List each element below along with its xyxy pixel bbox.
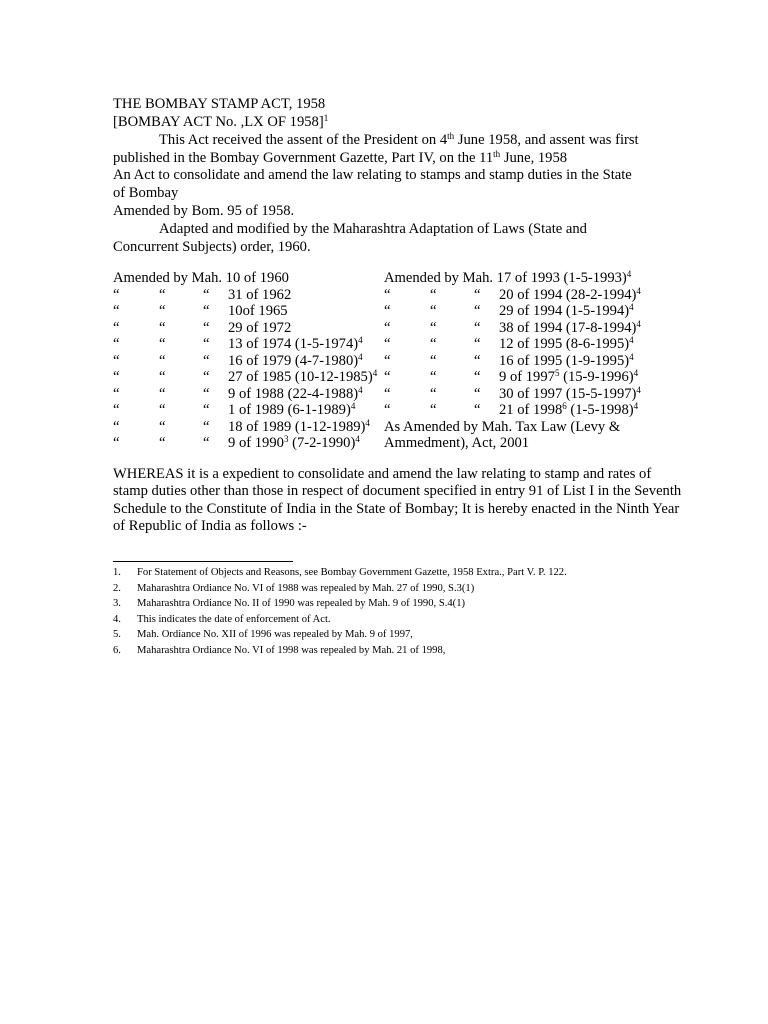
amendment-row — [384, 320, 654, 337]
whereas-line: WHEREAS it is a expedient to consolidate and amend the law relating to stamp and rates of — [113, 466, 652, 482]
amendment-text — [228, 320, 291, 337]
act-number — [113, 113, 328, 131]
ditto-mark: “ — [430, 303, 437, 319]
ditto-mark: “ — [159, 319, 166, 336]
ditto-mark: “ — [113, 385, 120, 402]
ditto-mark: “ — [203, 336, 210, 352]
ditto-mark: “ — [430, 319, 437, 336]
amendment-text — [499, 369, 638, 386]
footnote-text: This indicates the date of enforcement of Act. — [137, 613, 331, 625]
amendment-row — [384, 336, 654, 353]
footnote-ref: 4 — [358, 384, 363, 395]
purpose-line-1: An Act to consolidate and amend the law relating to stamps and stamp duties in the State — [113, 167, 632, 183]
ditto-mark: “ — [113, 402, 120, 418]
whereas-line: Schedule to the Constitute of India in the State of Bombay; It is hereby enacted in the Ninth Year — [113, 500, 680, 517]
amendment-number: 29 of 1972 — [228, 319, 292, 336]
footnote-ref: 4 — [626, 269, 632, 280]
footnote-ref: 1 — [323, 113, 329, 124]
ditto-mark: “ — [384, 336, 391, 352]
footnote — [113, 644, 445, 657]
amendment-number: 16 of 1995 (1-9-1995) — [499, 352, 630, 369]
amendment-text — [228, 386, 363, 403]
amendment-row — [384, 386, 654, 403]
amendment-number: 30 of 1997 (15-5-1997) — [499, 385, 637, 402]
footnote-ref: 6 — [562, 401, 567, 412]
amendment-row — [113, 320, 383, 337]
amendment-row — [384, 353, 654, 370]
ditto-mark: “ — [474, 402, 481, 418]
footnote-number: 1. — [113, 567, 121, 578]
footnote — [113, 613, 331, 626]
ditto-mark: “ — [430, 385, 437, 402]
amendment-row — [113, 402, 383, 419]
amendment-row — [113, 386, 383, 403]
ditto-mark: “ — [159, 435, 166, 451]
footnote-ref: 4 — [633, 368, 639, 379]
assent-text: June 1958, and assent was first — [454, 132, 639, 148]
amendment-row — [384, 270, 654, 287]
amendment-text — [228, 353, 363, 370]
amendment-rows — [384, 287, 654, 419]
amendment-text — [499, 336, 634, 353]
ditto-mark: “ — [430, 336, 437, 352]
ditto-mark: “ — [430, 369, 437, 385]
ditto-mark: “ — [159, 418, 166, 435]
amendment-date: (1-5-1998) — [566, 402, 634, 418]
footnote — [113, 628, 413, 641]
ditto-mark: “ — [113, 369, 120, 385]
amendment-number: 27 of 1985 (10-12-1985) — [228, 369, 373, 385]
amendment-text — [228, 336, 363, 353]
footnote-text: Maharashtra Ordiance No. VI of 1998 was repealed by Mah. 21 of 1998, — [137, 644, 446, 656]
ditto-mark: “ — [203, 352, 210, 369]
footnote-ref: 3 — [283, 434, 289, 445]
amendment-text — [228, 369, 377, 386]
amendment-rows — [113, 287, 383, 452]
footnote-ref: 4 — [629, 351, 634, 362]
assent-text: published in the Bombay Government Gazette, Part IV, on the 11 — [113, 150, 494, 166]
footnote-number: 4. — [113, 613, 121, 625]
ditto-mark: “ — [384, 303, 391, 319]
whereas-line: stamp duties other than those in respect of document specified in entry 91 of List I in the Seventh — [113, 483, 682, 500]
footnote-ref: 4 — [629, 302, 634, 313]
ditto-mark: “ — [159, 402, 166, 418]
ditto-mark: “ — [384, 319, 391, 336]
ditto-mark: “ — [384, 385, 391, 402]
whereas-paragraph — [113, 466, 681, 535]
adapted-line-1: Adapted and modified by the Maharashtra Adaptation of Laws (State and — [159, 221, 587, 237]
ditto-mark: “ — [474, 286, 481, 303]
amendment-number: 9 of 1988 (22-4-1988) — [228, 385, 359, 402]
adapted-line-2: Concurrent Subjects) order, 1960. — [113, 239, 311, 255]
footnote-ref: 4 — [636, 384, 641, 395]
amendment-number: 38 of 1994 (17-8-1994) — [499, 319, 637, 336]
act-title-text: THE BOMBAY STAMP ACT, 1958 — [113, 96, 326, 112]
footnote-ref: 4 — [358, 351, 363, 362]
footnote-text: For Statement of Objects and Reasons, see Bombay Government Gazette, 1958 Extra., Part V. P. 122. — [137, 567, 567, 578]
amendment-number: 31 of 1962 — [228, 286, 292, 303]
amendment-text — [499, 303, 634, 320]
ditto-mark: “ — [430, 402, 437, 418]
amendment-date: (7-2-1990) — [288, 435, 356, 451]
ditto-mark: “ — [113, 418, 120, 435]
ditto-mark: “ — [113, 352, 120, 369]
amendment-number: 1 of 1989 (6-1-1989) — [228, 402, 351, 418]
amendment-row — [113, 270, 383, 287]
amendment-row — [113, 336, 383, 353]
amendment-text — [499, 320, 641, 337]
ditto-mark: “ — [203, 369, 210, 385]
amendment-number: 16 of 1979 (4-7-1980) — [228, 352, 359, 369]
amendment-number: 9 of 1990 — [228, 435, 284, 451]
amendment-number: 9 of 1997 — [499, 369, 555, 385]
ditto-mark: “ — [113, 435, 120, 451]
ditto-mark: “ — [474, 369, 481, 385]
amendment-row — [113, 419, 383, 436]
ditto-mark: “ — [474, 385, 481, 402]
amendment-text: Amended by Mah. 10 of 1960 — [113, 270, 289, 286]
footnote-separator — [113, 561, 293, 562]
assent-text: This Act received the assent of the President on 4 — [159, 132, 448, 148]
footnote-ref: 4 — [629, 335, 634, 346]
assent-line-2 — [113, 149, 567, 167]
ditto-mark: “ — [384, 352, 391, 369]
footnote-ref: 4 — [372, 368, 378, 379]
amendment-number: 29 of 1994 (1-5-1994) — [499, 303, 630, 319]
ditto-mark: “ — [159, 385, 166, 402]
ditto-mark: “ — [203, 402, 210, 418]
ditto-mark: “ — [203, 385, 210, 402]
ditto-mark: “ — [159, 352, 166, 369]
footnote-number: 6. — [113, 644, 121, 656]
footnote — [113, 582, 474, 595]
footnote-ref: 4 — [350, 401, 356, 412]
ditto-mark: “ — [203, 435, 210, 451]
amended-line: Amended by Bom. 95 of 1958. — [113, 203, 295, 219]
ditto-mark: “ — [159, 286, 166, 303]
footnote-ref: 4 — [636, 285, 641, 296]
footnote-number: 5. — [113, 629, 121, 640]
ordinal-sup: th — [447, 131, 455, 142]
amendment-row — [113, 303, 383, 320]
ditto-mark: “ — [384, 369, 391, 385]
amendment-row — [384, 402, 654, 419]
assent-text: June, 1958 — [500, 150, 568, 166]
ditto-mark: “ — [203, 319, 210, 336]
amendment-number: 10of 1965 — [228, 303, 288, 319]
footnote-text: Maharashtra Ordiance No. VI of 1988 was repealed by Mah. 27 of 1990, S.3(1) — [137, 582, 475, 594]
amendment-row — [113, 435, 383, 452]
ditto-mark: “ — [113, 286, 120, 303]
footnote-text: Mah. Ordiance No. XII of 1996 was repealed by Mah. 9 of 1997, — [137, 629, 413, 640]
amendment-row — [113, 369, 383, 386]
footnote — [113, 597, 465, 610]
footnote-ref: 4 — [358, 335, 363, 346]
amendment-number: 18 of 1989 (1-12-1989) — [228, 418, 366, 435]
amendment-text — [499, 287, 641, 304]
amendment-number: 13 of 1974 (1-5-1974) — [228, 336, 359, 352]
whereas-line: of Republic of India as follows :- — [113, 517, 307, 534]
purpose-line-2: of Bombay — [113, 185, 179, 201]
ditto-mark: “ — [474, 336, 481, 352]
ordinal-sup: th — [493, 149, 501, 160]
amendment-number: 21 of 1998 — [499, 402, 563, 418]
ditto-mark: “ — [159, 336, 166, 352]
ditto-mark: “ — [430, 352, 437, 369]
tax-law-line-2: Ammedment), Act, 2001 — [384, 435, 530, 451]
amendment-text: Amended by Mah. 17 of 1993 (1-5-1993) — [384, 270, 627, 286]
ditto-mark: “ — [384, 286, 391, 303]
ditto-mark: “ — [159, 369, 166, 385]
amendment-text — [499, 353, 634, 370]
ditto-mark: “ — [474, 352, 481, 369]
amendment-row — [384, 303, 654, 320]
footnote-text: Maharashtra Ordiance No. II of 1990 was repealed by Mah. 9 of 1990, S.4(1) — [137, 598, 466, 609]
amendment-text — [228, 435, 360, 452]
amendment-text — [228, 402, 355, 419]
footnote-number: 3. — [113, 598, 121, 609]
ditto-mark: “ — [159, 303, 166, 319]
ditto-mark: “ — [474, 319, 481, 336]
amendments-left-column — [113, 270, 383, 452]
footnote-ref: 5 — [554, 368, 560, 379]
amendment-text — [228, 303, 288, 320]
amendment-row — [384, 287, 654, 304]
assent-line-1 — [159, 131, 639, 149]
amendment-row — [113, 287, 383, 304]
amendment-number: 20 of 1994 (28-2-1994) — [499, 286, 637, 303]
ditto-mark: “ — [113, 319, 120, 336]
ditto-mark: “ — [384, 402, 391, 418]
ditto-mark: “ — [113, 303, 120, 319]
amendment-text — [228, 419, 370, 436]
act-title — [113, 95, 325, 113]
ditto-mark: “ — [203, 286, 210, 303]
footnote-ref: 4 — [633, 401, 639, 412]
ditto-mark: “ — [113, 336, 120, 352]
ditto-mark: “ — [430, 286, 437, 303]
amendment-text — [499, 402, 638, 419]
footnote — [113, 566, 567, 579]
amendment-text — [499, 386, 641, 403]
amendment-date: (15-9-1996) — [559, 369, 634, 385]
footnote-ref: 4 — [636, 318, 641, 329]
footnote-ref: 4 — [355, 434, 360, 445]
amendment-row — [384, 369, 654, 386]
footnote-number: 2. — [113, 582, 121, 594]
amendment-row — [113, 353, 383, 370]
amendments-right-column — [384, 270, 654, 452]
amendment-text — [228, 287, 291, 304]
ditto-mark: “ — [474, 303, 481, 319]
amendment-number: 12 of 1995 (8-6-1995) — [499, 336, 630, 352]
ditto-mark: “ — [203, 303, 210, 319]
footnote-ref: 4 — [365, 417, 370, 428]
tax-law-line-1: As Amended by Mah. Tax Law (Levy & — [384, 418, 621, 435]
ditto-mark: “ — [203, 418, 210, 435]
act-number-text: [BOMBAY ACT No. ,LX OF 1958] — [113, 114, 324, 130]
